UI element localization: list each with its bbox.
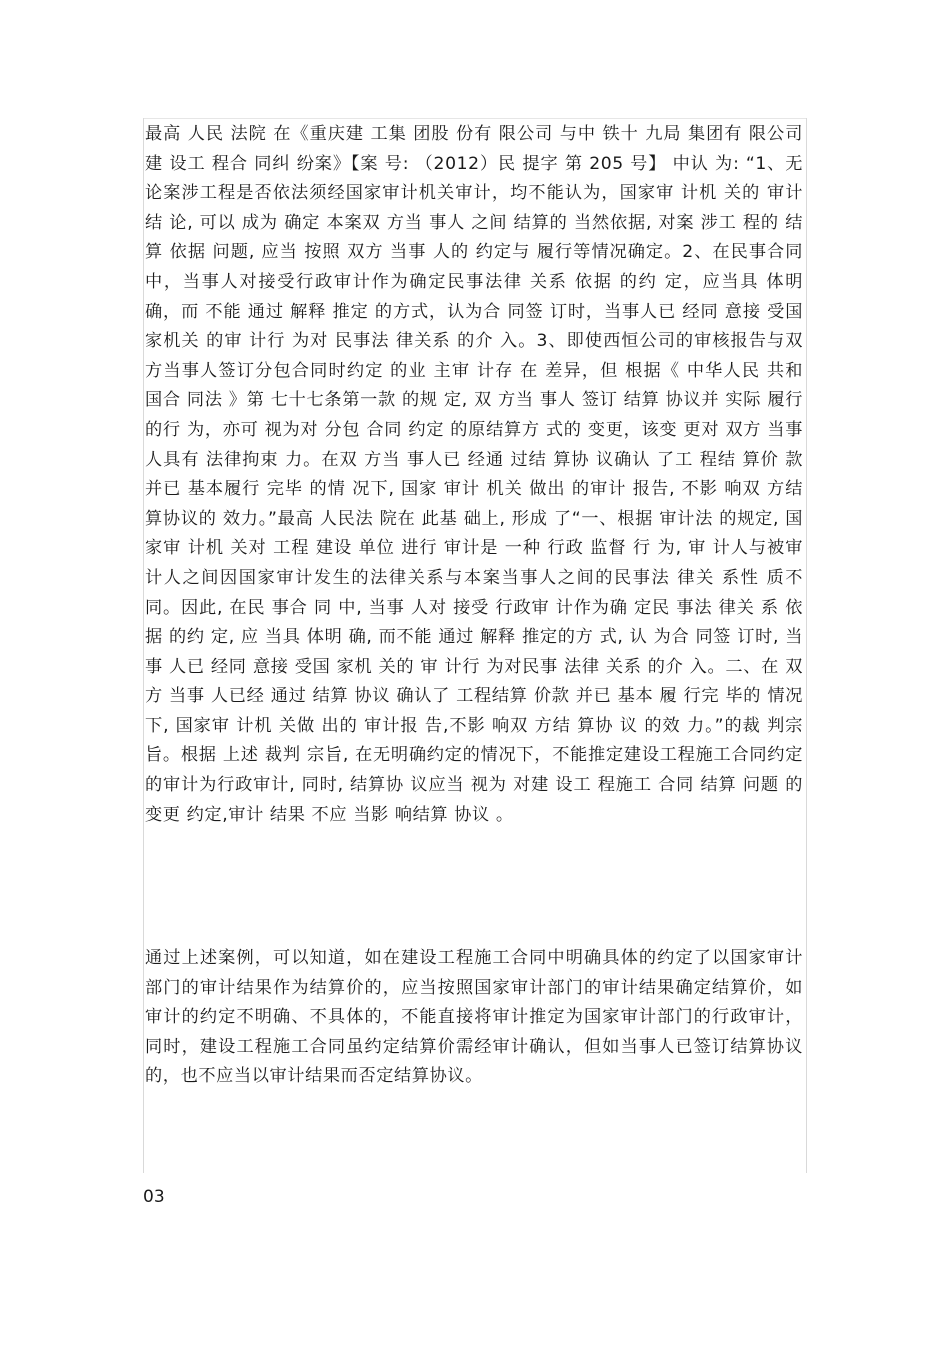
page-number: 03 <box>143 1187 165 1207</box>
conclusion-paragraph: 通过上述案例，可以知道，如在建设工程施工合同中明确具体的约定了以国家审计部门的审计结果作为结算价的，应当按照国家审计部门的审计结果确定结算价，如审计的约定不明确、不具体的，不能直接将审计推定为国家审计部门的行政审计，同时，建设工程施工合同虽约定结算价需经审计确认，但如当事人已签订结算协议的，也不应当以审计结果而否定结算协议。 <box>145 948 803 1087</box>
case-citation-paragraph: 最高 人民 法院 在《重庆建 工集 团股 份有 限公司 与中 铁十 九局 集团有 限公司建 设工 程合 同纠 纷案》【案 号: （2012）民 提字 第 205 号】 中认 为: “1、无论案涉工程是否依法须经国家审计机关审计，均不能认为，国家审 计机 关的 审计 结 论, 可以 成为 确定 本案双 方当 事人 之间 结算的 当然依据, 对案 涉工 程的 结算 依据 问题, 应当 按照 双方 当事 人的 约定与 履行等情况确定。2、在民事合同中，当事人对接受行政审计作为确定民事法律 关系 依据 的约 定，应当具 体明 确，而 不能 通过 解释 推定 的方式，认为合 同签 订时，当事人已 经同 意接 受国 家机关 的审 计行 为对 民事法 律关系 的介 入。3、即使西恒公司的审核报告与双方当事人签订分包合同时约定 的业 主审 计存 在 差异，但 根据《 中华人民 共和 国合 同法 》第 七十七条第一款 的规 定, 双 方当 事人 签订 结算 协议并 实际 履行 的行 为，亦可 视为对 分包 合同 约定 的原结算方 式的 变更，该变 更对 双方 当事 人具有 法律拘束 力。在双 方当 事人已 经通 过结 算协 议确认 了工 程结 算价 款并已 基本履行 完毕 的情 况下, 国家 审计 机关 做出 的审计 报告, 不影 响双 方结 算协议的 效力。”最高 人民法 院在 此基 础上, 形成 了“一、根据 审计法 的规定, 国 家审 计机 关对 工程 建设 单位 进行 审计是 一种 行政 监督 行 为, 审 计人与被审计人之间因国家审计发生的法律关系与本案当事人之间的民事法 律关 系性 质不 同。因此, 在民 事合 同 中, 当事 人对 接受 行政审 计作为确 定民 事法 律关 系 依据 的约 定, 应 当具 体明 确, 而不能 通过 解释 推定的方 式, 认 为合 同签 订时, 当事 人已 经同 意接 受国 家机 关的 审 计行 为对民事 法律 关系 的介 入。二、在 双方 当事 人已经 通过 结算 协议 确认了 工程结算 价款 并已 基本 履 行完 毕的 情况 下, 国家审 计机 关做 出的 审计报 告,不影 响双 方结 算协 议 的效 力。”的裁 判宗 旨。根据 上述 裁判 宗旨, 在无明确约定的情况下，不能推定建设工程施工合同约定的审计为行政审计, 同时, 结算协 议应当 视为 对建 设工 程施工 合同 结算 问题 的变更 约定,审计 结果 不应 当影 响结算 协议 。 <box>145 124 803 825</box>
frame-right-border <box>806 118 807 1173</box>
frame-top-border <box>143 118 807 119</box>
frame-left-border <box>143 118 144 1173</box>
